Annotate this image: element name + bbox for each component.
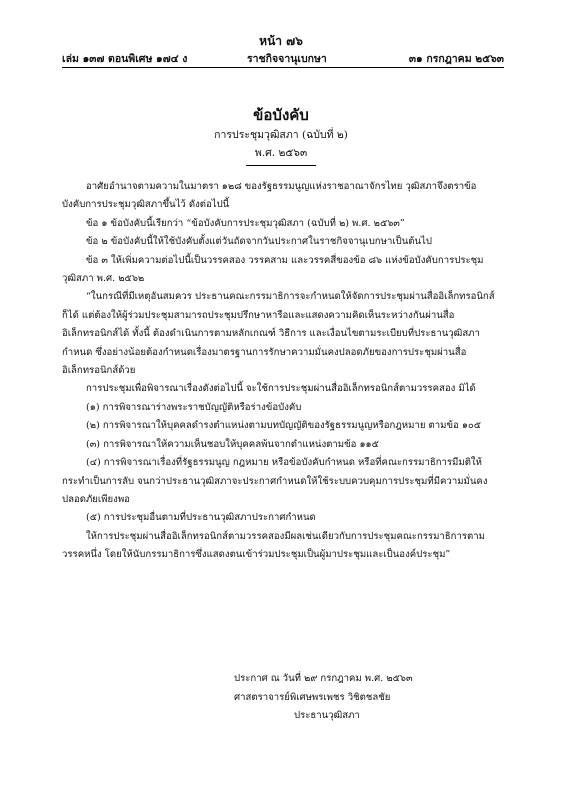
signatory-position: ประธานวุฒิสภา — [294, 710, 360, 722]
document-body — [62, 178, 502, 565]
paragraph-preamble: อาศัยอำนาจตามความในมาตรา ๑๒๘ ของรัฐธรรมนูญแห่งราชอาณาจักรไทย วุฒิสภาจึงตราข้อบังคับการประชุมวุฒิสภาขึ้นไว้ ดังต่อไปนี้ — [62, 181, 477, 211]
document-subtitle: การประชุมวุฒิสภา (ฉบับที่ ๒) — [214, 129, 348, 141]
document-title: ข้อบังคับ — [253, 106, 309, 124]
title-divider — [246, 165, 316, 166]
list-item-2: (๒) การพิจารณาให้บุคคลดำรงตำแหน่งตามบทบัญญัติของรัฐธรรมนูญหรือกฎหมาย ตามข้อ ๑๐๕ — [86, 420, 482, 432]
list-item-1: (๑) การพิจารณาร่างพระราชบัญญัติหรือร่างข้อบังคับ — [86, 401, 302, 413]
header-date: ๓๑ กรกฎาคม ๒๕๖๓ — [408, 53, 504, 65]
list-item-5: (๕) การประชุมอื่นตามที่ประธานวุฒิสภาประกาศกำหนด — [86, 512, 316, 524]
gazette-header — [62, 50, 504, 66]
page-number: หน้า ๗๖ — [259, 34, 303, 48]
paragraph-clause-1: ข้อ ๑ ข้อบังคับนี้เรียกว่า “ข้อบังคับการประชุมวุฒิสภา (ฉบับที่ ๒) พ.ศ. ๒๕๖๓” — [86, 217, 405, 229]
paragraph-clause-3: ข้อ ๓ ให้เพิ่มความต่อไปนี้เป็นวรรคสอง วรรคสาม และวรรคสี่ของข้อ ๘๖ แห่งข้อบังคับการประชุมวุฒิสภา พ.ศ. ๒๕๖๒ — [62, 254, 484, 285]
paragraph-exceptions-intro: การประชุมเพื่อพิจารณาเรื่องดังต่อไปนี้ จะใช้การประชุมผ่านสื่ออิเล็กทรอนิกส์ตามวรรคสอง มิได้ — [86, 383, 476, 395]
paragraph-clause-2: ข้อ ๒ ข้อบังคับนี้ให้ใช้บังคับตั้งแต่วันถัดจากวันประกาศในราชกิจจานุเบกษาเป็นต้นไป — [86, 236, 432, 248]
document-year: พ.ศ. ๒๕๖๓ — [254, 147, 308, 159]
list-item-3: (๓) การพิจารณาให้ความเห็นชอบให้บุคคลพ้นจากตำแหน่งตามข้อ ๑๑๕ — [86, 438, 379, 450]
paragraph-inserted-text: “ในกรณีที่มีเหตุอันสมควร ประธานคณะกรรมาธิการจะกำหนดให้จัดการประชุมผ่านสื่ออิเล็กทรอนิกส์ก็ได้ แต่ต้องให้ผู้ร่วมประชุมสามารถประชุมปรึกษาหารือและแสดงความคิดเห็นระหว่างกันผ่านสื่ออิเล็กทรอนิกส์ได้ ทั้งนี้ ต้องดำเนินการตามหลักเกณฑ์ วิธีการ และเงื่อนไขตามระเบียบที่ประธานวุฒิสภากำหนด ซึ่งอย่างน้อยต้องกำหนดเรื่องมาตรฐานการรักษาความมั่นคงปลอดภัยของการประชุมผ่านสื่ออิเล็กทรอนิกส์ด้วย — [62, 291, 495, 377]
announcement-date: ประกาศ ณ วันที่ ๒๙ กรกฎาคม พ.ศ. ๒๕๖๓ — [234, 673, 413, 684]
header-divider — [62, 67, 504, 68]
signature-block — [62, 670, 502, 726]
signatory-name: ศาสตราจารย์พิเศษพรเพชร วิชิตชลชัย — [234, 691, 391, 703]
paragraph-effect: ให้การประชุมผ่านสื่ออิเล็กทรอนิกส์ตามวรรคสองมีผลเช่นเดียวกับการประชุมคณะกรรมาธิการตามวรรคหนึ่ง โดยให้นับกรรมาธิการซึ่งแสดงตนเข้าร่วมประชุมเป็นผู้มาประชุมและเป็นองค์ประชุม” — [62, 530, 485, 561]
list-item-4: (๔) การพิจารณาเรื่องที่รัฐธรรมนูญ กฎหมาย หรือข้อบังคับกำหนด หรือที่คณะกรรมาธิการมีมติให้กระทำเป็นการลับ จนกว่าประธานวุฒิสภาจะประกาศกำหนดให้ใช้ระบบควบคุมการประชุมที่มีความมั่นคงปลอดภัยเพียงพอ — [62, 457, 488, 505]
header-volume: เล่ม ๑๓๗ ตอนพิเศษ ๑๗๔ ง — [62, 53, 188, 65]
header-gazette-name: ราชกิจจานุเบกษา — [247, 53, 327, 65]
